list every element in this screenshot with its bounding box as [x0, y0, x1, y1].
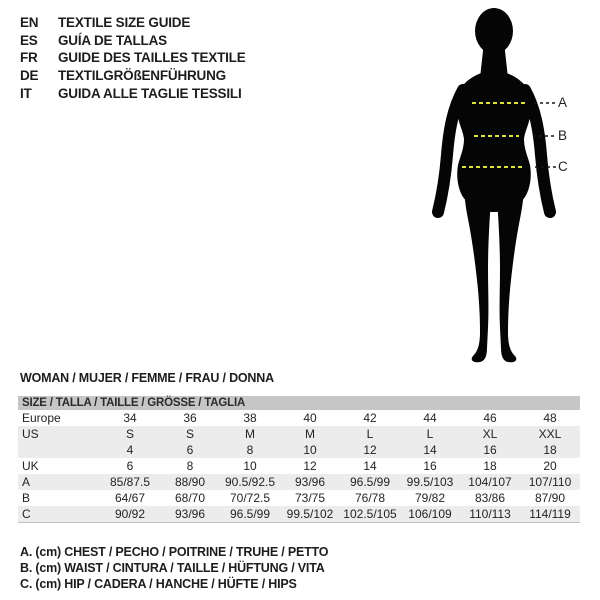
table-cell: 12: [303, 459, 317, 473]
table-cell: 90.5/92.5: [224, 475, 276, 489]
table-cell: 10: [303, 443, 317, 457]
row-label: A: [22, 475, 31, 489]
table-cell: 106/109: [408, 507, 452, 521]
table-cell: L: [426, 427, 434, 441]
lang-row-de: [20, 67, 246, 85]
table-cell: 48: [543, 411, 557, 425]
legend-chest: A. (cm) CHEST / PECHO / POITRINE / TRUHE / PETTO: [20, 545, 329, 559]
lang-code: EN: [20, 15, 39, 30]
table-row-us-numeric: [18, 442, 580, 458]
table-cell: 44: [423, 411, 437, 425]
lang-label: TEXTILE SIZE GUIDE: [58, 15, 191, 30]
table-cell: 8: [186, 459, 194, 473]
size-table-header: SIZE / TALLA / TAILLE / GRÖSSE / TAGLIA: [18, 396, 580, 410]
lang-code: ES: [20, 32, 38, 48]
table-cell: 68/70: [174, 491, 206, 505]
table-cell: XL: [482, 427, 498, 441]
table-row-hip-c: [18, 506, 580, 522]
silhouette-left-leg: [464, 166, 492, 362]
table-cell: 34: [123, 411, 137, 425]
table-cell: 96.5/99: [349, 475, 391, 489]
table-cell: 107/110: [528, 475, 572, 489]
table-cell: 18: [483, 459, 497, 473]
table-cell: 14: [363, 459, 377, 473]
legend-hip: C. (cm) HIP / CADERA / HANCHE / HÜFTE / HIPS: [20, 576, 297, 591]
table-cell: 114/119: [529, 507, 571, 521]
lang-row-en: [20, 14, 246, 32]
lang-code: FR: [20, 50, 38, 66]
table-row-us: [18, 426, 580, 442]
table-row-uk: [18, 458, 580, 474]
table-cell: 102.5/105: [343, 507, 397, 521]
table-cell: 90/92: [114, 507, 146, 521]
table-cell: 16: [483, 443, 497, 457]
table-cell: S: [125, 427, 134, 441]
row-label: C: [22, 507, 31, 521]
table-cell: 99.5/102: [286, 507, 334, 521]
lang-label: GUIDA ALLE TAGLIE TESSILI: [58, 85, 242, 101]
table-cell: 42: [363, 411, 377, 425]
table-cell: 93/96: [294, 475, 326, 489]
table-cell: 96.5/99: [229, 507, 271, 521]
table-cell: 110/113: [469, 507, 511, 521]
table-cell: 104/107: [468, 475, 512, 489]
table-cell: 4: [126, 443, 134, 457]
table-cell: 14: [423, 443, 437, 457]
table-cell: 16: [423, 459, 437, 473]
lang-code: IT: [20, 85, 32, 101]
row-label: US: [22, 427, 39, 441]
table-cell: 76/78: [354, 491, 386, 505]
marker-letter-a: A: [558, 95, 568, 110]
table-cell: 6: [126, 459, 134, 473]
section-title-woman: WOMAN / MUJER / FEMME / FRAU / DONNA: [20, 371, 274, 385]
language-title-block: [20, 14, 246, 103]
table-row-waist-b: [18, 490, 580, 506]
row-label: B: [22, 491, 31, 505]
table-cell: L: [366, 427, 374, 441]
table-cell: 87/90: [534, 491, 566, 505]
table-cell: 64/67: [114, 491, 146, 505]
lang-row-it: [20, 85, 246, 103]
table-cell: 12: [363, 443, 377, 457]
lang-label: GUIDE DES TAILLES TEXTILE: [58, 50, 246, 66]
table-cell: 36: [183, 411, 197, 425]
table-cell: XXL: [538, 427, 562, 441]
lang-code: DE: [20, 68, 39, 84]
table-cell: 93/96: [174, 507, 206, 521]
table-cell: M: [305, 427, 315, 441]
table-cell: 40: [303, 411, 317, 425]
table-cell: 18: [543, 443, 557, 457]
table-cell: 70/72.5: [229, 491, 271, 505]
measurement-legend: [20, 545, 328, 592]
lang-row-fr: [20, 49, 246, 67]
table-cell: 6: [186, 443, 194, 457]
table-cell: 85/87.5: [109, 475, 151, 489]
silhouette-right-leg: [496, 166, 524, 362]
table-cell: 73/75: [294, 491, 326, 505]
silhouette-right-arm: [525, 90, 550, 212]
woman-silhouette-figure: [375, 0, 600, 380]
marker-letter-c: C: [558, 159, 568, 174]
row-label: Europe: [22, 411, 61, 425]
row-label: [18, 442, 100, 458]
table-cell: 88/90: [174, 475, 206, 489]
table-row-europe: [18, 410, 580, 426]
table-cell: 38: [243, 411, 257, 425]
table-cell: 20: [543, 459, 557, 473]
marker-letter-b: B: [558, 128, 568, 143]
lang-row-es: [20, 32, 246, 50]
table-cell: M: [245, 427, 255, 441]
table-cell: 10: [243, 459, 257, 473]
table-cell: 99.5/103: [406, 475, 454, 489]
table-cell: 79/82: [414, 491, 446, 505]
silhouette-left-arm: [438, 90, 463, 212]
size-table: [18, 396, 580, 523]
lang-label: GUÍA DE TALLAS: [58, 32, 167, 48]
table-cell: 46: [483, 411, 497, 425]
legend-waist: B. (cm) WAIST / CINTURA / TAILLE / HÜFTUNG / VITA: [20, 560, 325, 575]
table-cell: S: [185, 427, 194, 441]
table-cell: 8: [246, 443, 254, 457]
lang-label: TEXTILGRÖßENFÜHRUNG: [58, 68, 226, 84]
table-cell: 83/86: [474, 491, 506, 505]
table-row-chest-a: [18, 474, 580, 490]
row-label: UK: [22, 459, 39, 473]
